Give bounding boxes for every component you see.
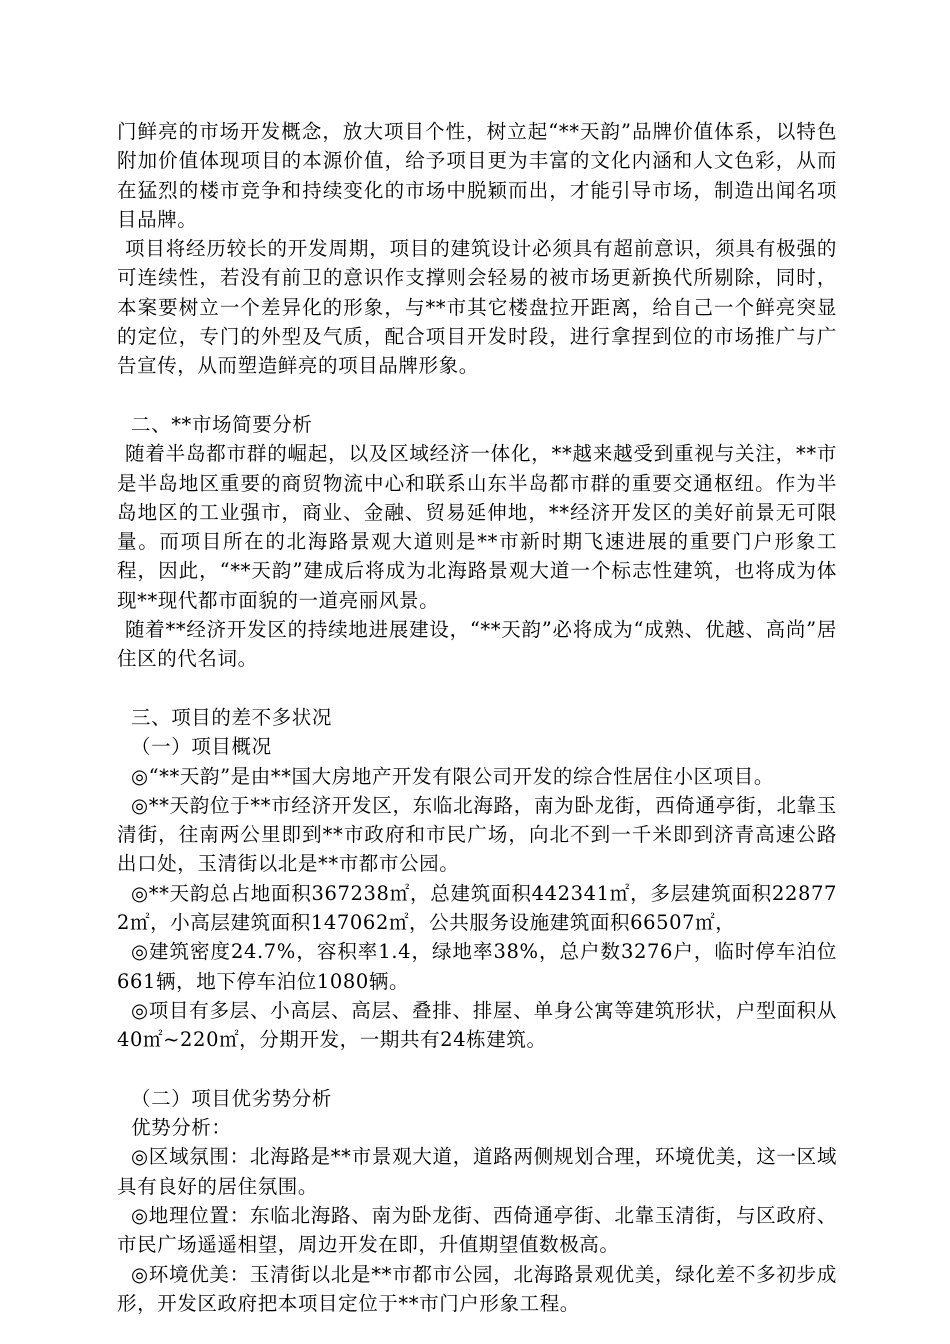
list-item: ◎建筑密度24.7%，容积率1.4，绿地率38%，总户数3276户，临时停车泊位661辆，地下停车泊位1080辆。: [117, 940, 837, 993]
label-advantages: 优势分析：: [131, 1116, 232, 1140]
blank-line: [117, 1055, 837, 1084]
list-item: ◎**天韵位于**市经济开发区，东临北海路，南为卧龙街，西倚通亭街，北靠玉清街，往南两公里即到**市政府和市民广场，向北不到一千米即到济青高速公路出口处，玉清街以北是**市都市公园。: [117, 793, 837, 876]
list-item: ◎环境优美：玉清街以北是**市都市公园，北海路景观优美，绿化差不多初步成形，开发区政府把本项目定位于**市门户形象工程。: [117, 1262, 837, 1315]
section-heading-project-status: 三、项目的差不多状况: [131, 705, 333, 729]
list-item: ◎项目有多层、小高层、高层、叠排、排屋、单身公寓等建筑形状，户型面积从40㎡~220㎡，分期开发，一期共有24栋建筑。: [117, 998, 837, 1052]
blank-line: [117, 674, 837, 703]
list-item: ◎区域氛围：北海路是**市景观大道，道路两侧规划合理，环境优美，这一区域具有良好的居住氛围。: [117, 1145, 837, 1198]
section-heading-market-analysis: 二、**市场简要分析: [131, 412, 313, 436]
sub-heading-swot: （二）项目优劣势分析: [131, 1086, 333, 1110]
list-item: ◎地理位置：东临北海路、南为卧龙街、西倚通亭街、北靠玉清街，与区政府、市民广场遥遥相望，周边开发在即，升值期望值数极高。: [117, 1203, 837, 1257]
paragraph-development-cycle: 项目将经历较长的开发周期，项目的建筑设计必须具有超前意识，须具有极强的可连续性，若没有前卫的意识作支撑则会轻易的被市场更新换代所剔除，同时，本案要树立一个差异化的形象，与**市其它楼盘拉开距离，给自己一个鲜亮突显的定位，专门的外型及气质，配合项目开发时段，进行拿捏到位的市场推广与广告宣传，从而塑造鲜亮的项目品牌形象。: [117, 237, 837, 378]
blank-line: [117, 381, 837, 410]
sub-heading-project-overview: （一）项目概况: [131, 735, 272, 759]
list-item: ◎“**天韵”是由**国大房地产开发有限公司开发的综合性居住小区项目。: [131, 764, 774, 788]
list-item: ◎**天韵总占地面积367238㎡，总建筑面积442341㎡，多层建筑面积228772㎡，小高层建筑面积147062㎡，公共服务设施建筑面积66507㎡，: [117, 881, 837, 935]
paragraph-brand-concept: 门鲜亮的市场开发概念，放大项目个性，树立起“**天韵”品牌价值体系，以特色附加价值体现项目的本源价值，给予项目更为丰富的文化内涵和人文色彩，从而在猛烈的楼市竞争和持续变化的市场中脱颖而出，才能引导市场，制造出闻名项目品牌。: [117, 120, 837, 231]
document-page: [117, 117, 837, 1318]
paragraph-market-future: 随着**经济开发区的持续地进展建设，“**天韵”必将成为“成熟、优越、高尚”居住区的代名词。: [117, 618, 837, 671]
paragraph-market-rise: 随着半岛都市群的崛起，以及区域经济一体化，**越来越受到重视与关注，**市是半岛地区重要的商贸物流中心和联系山东半岛都市群的重要交通枢纽。作为半岛地区的工业强市，商业、金融、贸易延伸地，**经济开发区的美好前景无可限量。而项目所在的北海路景观大道则是**市新时期飞速进展的重要门户形象工程，因此，“**天韵”建成后将成为北海路景观大道一个标志性建筑，也将成为体现**现代都市面貌的一道亮丽风景。: [117, 442, 837, 612]
